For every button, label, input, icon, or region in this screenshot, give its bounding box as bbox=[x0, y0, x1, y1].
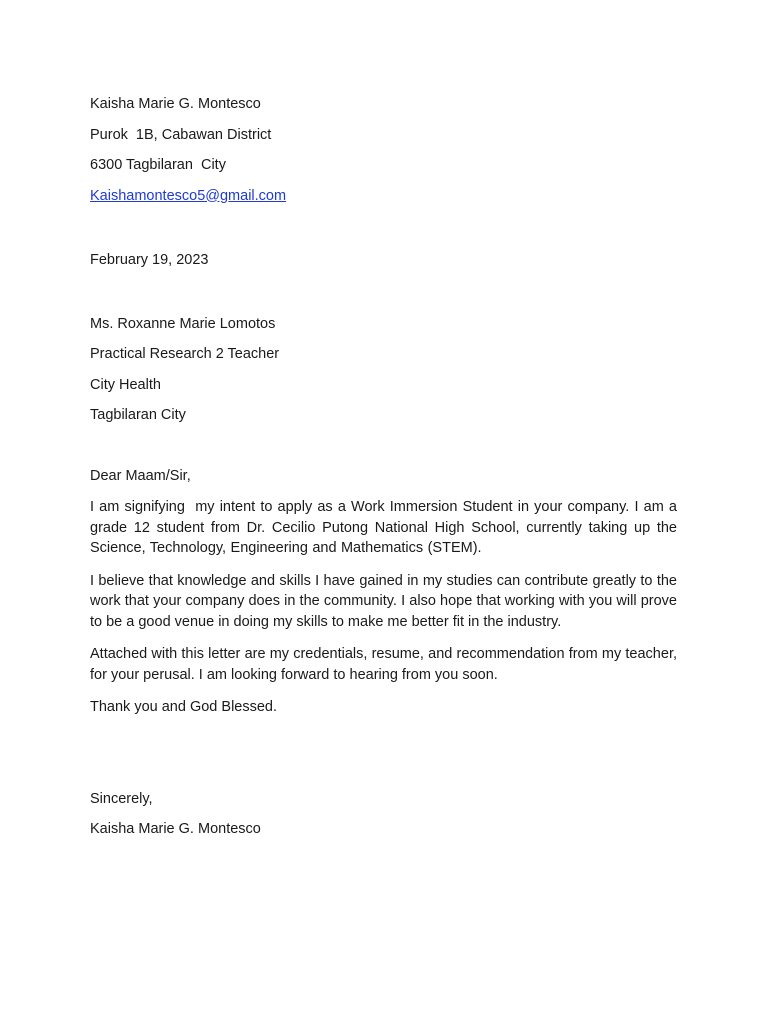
sender-address-line2: 6300 Tagbilaran City bbox=[90, 157, 226, 173]
body-paragraph-2: I believe that knowledge and skills I have gained in my studies can contribute greatly to the work that your company does in the community. I also hope that working with you will prove to be a good venue in doing my skills to make me better fit in the industry. bbox=[90, 572, 677, 630]
sender-block bbox=[90, 95, 677, 206]
cover-letter bbox=[90, 95, 695, 839]
sender-email-link[interactable]: Kaishamontesco5@gmail.com bbox=[90, 187, 287, 204]
recipient-name: Ms. Roxanne Marie Lomotos bbox=[90, 315, 276, 332]
closing: Sincerely, bbox=[90, 790, 153, 807]
body-paragraph-3: Attached with this letter are my credentials, resume, and recommendation from my teacher, for your perusal. I am looking forward to hearing from you soon. bbox=[90, 646, 677, 683]
signature-name: Kaisha Marie G. Montesco bbox=[90, 820, 261, 837]
body-paragraph-1: I am signifying my intent to apply as a Work Immersion Student in your company. I am a grade 12 student from Dr. Cecilio Putong National High School, currently taking up the Science, Technology, Engineering and Mathematics (STEM). bbox=[90, 499, 695, 556]
recipient-city: Tagbilaran City bbox=[90, 407, 186, 423]
recipient-block bbox=[90, 315, 677, 426]
sender-name: Kaisha Marie G. Montesco bbox=[90, 96, 261, 112]
body-paragraph-4: Thank you and God Blessed. bbox=[90, 699, 278, 715]
sender-address-line1: Purok 1B, Cabawan District bbox=[90, 126, 272, 143]
letter-date: February 19, 2023 bbox=[90, 251, 209, 268]
salutation: Dear Maam/Sir, bbox=[90, 468, 191, 484]
recipient-title: Practical Research 2 Teacher bbox=[90, 346, 280, 362]
recipient-organization: City Health bbox=[90, 376, 161, 393]
